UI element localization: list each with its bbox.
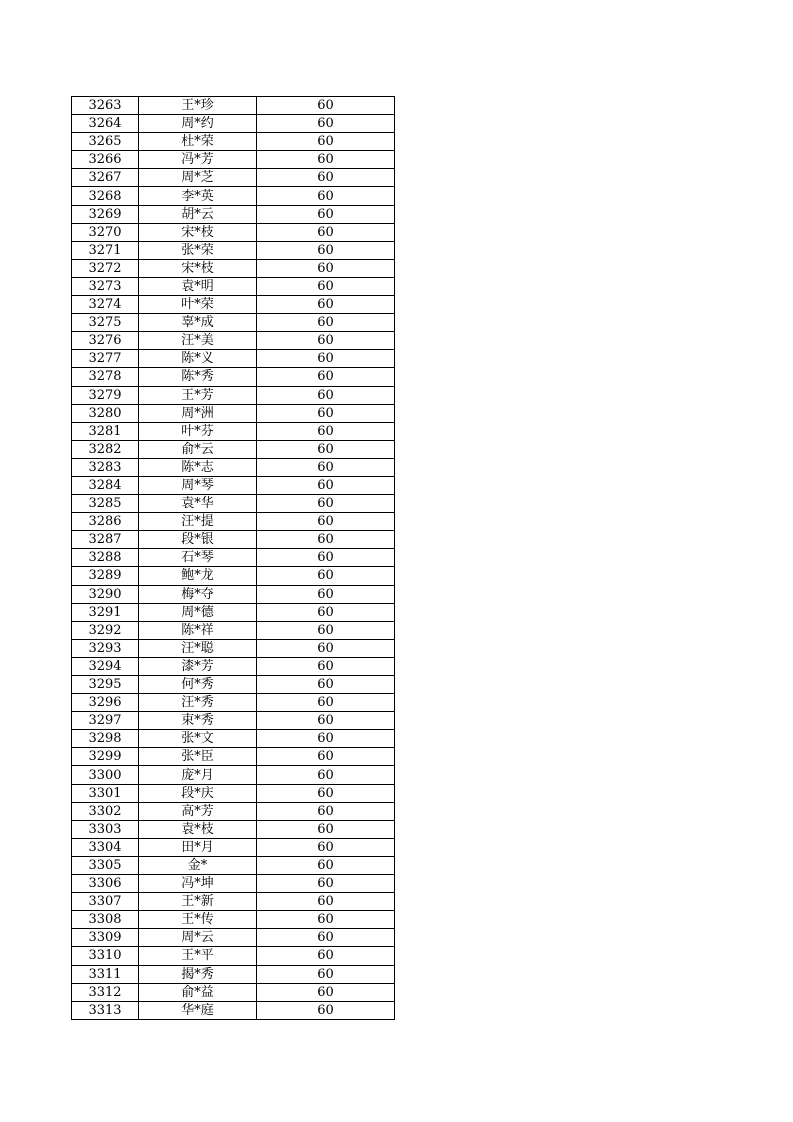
- row-id-cell: 3263: [72, 97, 139, 115]
- row-name-cell: 陈*祥: [139, 621, 257, 639]
- row-name-cell: 华*庭: [139, 1001, 257, 1019]
- table-row: [72, 223, 395, 241]
- table-row: [72, 97, 395, 115]
- row-amount-cell: 60: [257, 169, 395, 187]
- row-name-cell: 王*平: [139, 947, 257, 965]
- row-amount-cell: 60: [257, 657, 395, 675]
- table-row: [72, 875, 395, 893]
- row-amount-cell: 60: [257, 513, 395, 531]
- table-row: [72, 115, 395, 133]
- table-row: [72, 802, 395, 820]
- row-id-cell: 3301: [72, 784, 139, 802]
- row-id-cell: 3293: [72, 639, 139, 657]
- table-row: [72, 676, 395, 694]
- row-name-cell: 束*秀: [139, 712, 257, 730]
- row-id-cell: 3300: [72, 766, 139, 784]
- row-name-cell: 俞*云: [139, 440, 257, 458]
- row-id-cell: 3311: [72, 965, 139, 983]
- table-row: [72, 983, 395, 1001]
- row-amount-cell: 60: [257, 296, 395, 314]
- table-row: [72, 169, 395, 187]
- table-row: [72, 513, 395, 531]
- row-amount-cell: 60: [257, 893, 395, 911]
- row-name-cell: 王*芳: [139, 386, 257, 404]
- table-row: [72, 621, 395, 639]
- row-id-cell: 3275: [72, 314, 139, 332]
- row-id-cell: 3294: [72, 657, 139, 675]
- row-amount-cell: 60: [257, 965, 395, 983]
- table-row: [72, 1001, 395, 1019]
- row-id-cell: 3277: [72, 350, 139, 368]
- table-row: [72, 368, 395, 386]
- row-amount-cell: 60: [257, 314, 395, 332]
- table-row: [72, 784, 395, 802]
- row-id-cell: 3296: [72, 694, 139, 712]
- row-name-cell: 段*银: [139, 531, 257, 549]
- row-id-cell: 3289: [72, 567, 139, 585]
- row-id-cell: 3291: [72, 603, 139, 621]
- row-name-cell: 周*云: [139, 929, 257, 947]
- row-amount-cell: 60: [257, 151, 395, 169]
- row-amount-cell: 60: [257, 205, 395, 223]
- table-row: [72, 766, 395, 784]
- table-row: [72, 476, 395, 494]
- row-amount-cell: 60: [257, 766, 395, 784]
- data-table: [71, 96, 395, 1020]
- row-name-cell: 揭*秀: [139, 965, 257, 983]
- table-row: [72, 314, 395, 332]
- table-row: [72, 531, 395, 549]
- table-row: [72, 639, 395, 657]
- row-name-cell: 王*新: [139, 893, 257, 911]
- row-amount-cell: 60: [257, 784, 395, 802]
- row-id-cell: 3306: [72, 875, 139, 893]
- row-id-cell: 3270: [72, 223, 139, 241]
- row-amount-cell: 60: [257, 422, 395, 440]
- row-id-cell: 3292: [72, 621, 139, 639]
- row-amount-cell: 60: [257, 223, 395, 241]
- row-id-cell: 3266: [72, 151, 139, 169]
- row-name-cell: 庞*月: [139, 766, 257, 784]
- row-amount-cell: 60: [257, 676, 395, 694]
- row-name-cell: 何*秀: [139, 676, 257, 694]
- table-row: [72, 495, 395, 513]
- row-amount-cell: 60: [257, 440, 395, 458]
- row-name-cell: 梅*夺: [139, 585, 257, 603]
- table-row: [72, 386, 395, 404]
- row-name-cell: 陈*秀: [139, 368, 257, 386]
- table-row: [72, 241, 395, 259]
- row-amount-cell: 60: [257, 694, 395, 712]
- row-id-cell: 3304: [72, 838, 139, 856]
- row-id-cell: 3281: [72, 422, 139, 440]
- row-name-cell: 杜*荣: [139, 133, 257, 151]
- row-name-cell: 金*: [139, 856, 257, 874]
- row-name-cell: 张*文: [139, 730, 257, 748]
- row-name-cell: 漆*芳: [139, 657, 257, 675]
- row-amount-cell: 60: [257, 495, 395, 513]
- table-row: [72, 965, 395, 983]
- table-row: [72, 657, 395, 675]
- row-id-cell: 3298: [72, 730, 139, 748]
- row-id-cell: 3295: [72, 676, 139, 694]
- row-amount-cell: 60: [257, 97, 395, 115]
- table-row: [72, 730, 395, 748]
- row-amount-cell: 60: [257, 802, 395, 820]
- table-row: [72, 151, 395, 169]
- table-row: [72, 205, 395, 223]
- row-id-cell: 3288: [72, 549, 139, 567]
- row-name-cell: 汪*秀: [139, 694, 257, 712]
- table-row: [72, 549, 395, 567]
- row-amount-cell: 60: [257, 947, 395, 965]
- table-row: [72, 694, 395, 712]
- row-id-cell: 3290: [72, 585, 139, 603]
- row-name-cell: 鲍*龙: [139, 567, 257, 585]
- row-id-cell: 3286: [72, 513, 139, 531]
- table-row: [72, 820, 395, 838]
- row-amount-cell: 60: [257, 259, 395, 277]
- row-id-cell: 3305: [72, 856, 139, 874]
- row-id-cell: 3271: [72, 241, 139, 259]
- row-amount-cell: 60: [257, 820, 395, 838]
- row-id-cell: 3278: [72, 368, 139, 386]
- row-name-cell: 周*芝: [139, 169, 257, 187]
- table-row: [72, 911, 395, 929]
- row-amount-cell: 60: [257, 856, 395, 874]
- row-amount-cell: 60: [257, 748, 395, 766]
- table-row: [72, 458, 395, 476]
- table-row: [72, 585, 395, 603]
- row-amount-cell: 60: [257, 983, 395, 1001]
- row-id-cell: 3287: [72, 531, 139, 549]
- row-id-cell: 3312: [72, 983, 139, 1001]
- row-name-cell: 袁*华: [139, 495, 257, 513]
- row-name-cell: 汪*聪: [139, 639, 257, 657]
- row-name-cell: 宋*枝: [139, 259, 257, 277]
- table-row: [72, 440, 395, 458]
- table-row: [72, 893, 395, 911]
- table-row: [72, 838, 395, 856]
- row-amount-cell: 60: [257, 133, 395, 151]
- row-amount-cell: 60: [257, 350, 395, 368]
- row-name-cell: 李*英: [139, 187, 257, 205]
- row-amount-cell: 60: [257, 603, 395, 621]
- row-id-cell: 3284: [72, 476, 139, 494]
- row-name-cell: 汪*美: [139, 332, 257, 350]
- row-name-cell: 俞*益: [139, 983, 257, 1001]
- row-id-cell: 3307: [72, 893, 139, 911]
- row-name-cell: 周*德: [139, 603, 257, 621]
- row-id-cell: 3308: [72, 911, 139, 929]
- row-name-cell: 宋*枝: [139, 223, 257, 241]
- table-row: [72, 350, 395, 368]
- row-amount-cell: 60: [257, 241, 395, 259]
- row-id-cell: 3310: [72, 947, 139, 965]
- row-name-cell: 周*约: [139, 115, 257, 133]
- row-name-cell: 田*月: [139, 838, 257, 856]
- table-row: [72, 332, 395, 350]
- row-id-cell: 3269: [72, 205, 139, 223]
- row-amount-cell: 60: [257, 712, 395, 730]
- row-id-cell: 3272: [72, 259, 139, 277]
- row-id-cell: 3282: [72, 440, 139, 458]
- row-amount-cell: 60: [257, 567, 395, 585]
- row-id-cell: 3303: [72, 820, 139, 838]
- row-amount-cell: 60: [257, 476, 395, 494]
- row-amount-cell: 60: [257, 332, 395, 350]
- table-row: [72, 712, 395, 730]
- row-amount-cell: 60: [257, 929, 395, 947]
- row-id-cell: 3279: [72, 386, 139, 404]
- row-amount-cell: 60: [257, 115, 395, 133]
- row-name-cell: 袁*明: [139, 277, 257, 295]
- row-name-cell: 张*臣: [139, 748, 257, 766]
- row-name-cell: 石*琴: [139, 549, 257, 567]
- row-amount-cell: 60: [257, 549, 395, 567]
- table-row: [72, 567, 395, 585]
- table-row: [72, 404, 395, 422]
- row-id-cell: 3276: [72, 332, 139, 350]
- row-amount-cell: 60: [257, 639, 395, 657]
- row-id-cell: 3265: [72, 133, 139, 151]
- row-id-cell: 3264: [72, 115, 139, 133]
- row-name-cell: 袁*枝: [139, 820, 257, 838]
- row-name-cell: 段*庆: [139, 784, 257, 802]
- table-row: [72, 277, 395, 295]
- row-amount-cell: 60: [257, 838, 395, 856]
- row-id-cell: 3313: [72, 1001, 139, 1019]
- row-name-cell: 王*传: [139, 911, 257, 929]
- table-row: [72, 133, 395, 151]
- row-amount-cell: 60: [257, 404, 395, 422]
- row-name-cell: 胡*云: [139, 205, 257, 223]
- row-id-cell: 3302: [72, 802, 139, 820]
- row-name-cell: 陈*义: [139, 350, 257, 368]
- table-row: [72, 259, 395, 277]
- row-name-cell: 陈*志: [139, 458, 257, 476]
- row-name-cell: 冯*坤: [139, 875, 257, 893]
- row-name-cell: 王*珍: [139, 97, 257, 115]
- row-id-cell: 3273: [72, 277, 139, 295]
- row-id-cell: 3274: [72, 296, 139, 314]
- row-amount-cell: 60: [257, 911, 395, 929]
- row-name-cell: 辜*成: [139, 314, 257, 332]
- row-amount-cell: 60: [257, 531, 395, 549]
- row-amount-cell: 60: [257, 187, 395, 205]
- row-id-cell: 3268: [72, 187, 139, 205]
- row-name-cell: 汪*提: [139, 513, 257, 531]
- row-amount-cell: 60: [257, 1001, 395, 1019]
- row-amount-cell: 60: [257, 621, 395, 639]
- row-id-cell: 3309: [72, 929, 139, 947]
- table-row: [72, 422, 395, 440]
- row-id-cell: 3267: [72, 169, 139, 187]
- table-row: [72, 947, 395, 965]
- row-id-cell: 3297: [72, 712, 139, 730]
- row-amount-cell: 60: [257, 585, 395, 603]
- row-id-cell: 3280: [72, 404, 139, 422]
- row-name-cell: 张*荣: [139, 241, 257, 259]
- row-name-cell: 叶*荣: [139, 296, 257, 314]
- table-row: [72, 856, 395, 874]
- table-row: [72, 296, 395, 314]
- table-row: [72, 187, 395, 205]
- row-id-cell: 3285: [72, 495, 139, 513]
- row-name-cell: 周*琴: [139, 476, 257, 494]
- row-name-cell: 冯*芳: [139, 151, 257, 169]
- row-name-cell: 高*芳: [139, 802, 257, 820]
- table-row: [72, 929, 395, 947]
- row-amount-cell: 60: [257, 386, 395, 404]
- row-amount-cell: 60: [257, 368, 395, 386]
- row-amount-cell: 60: [257, 730, 395, 748]
- table-row: [72, 603, 395, 621]
- row-amount-cell: 60: [257, 277, 395, 295]
- table-row: [72, 748, 395, 766]
- table-body: [72, 97, 395, 1020]
- row-amount-cell: 60: [257, 875, 395, 893]
- row-name-cell: 叶*芬: [139, 422, 257, 440]
- row-id-cell: 3299: [72, 748, 139, 766]
- row-id-cell: 3283: [72, 458, 139, 476]
- row-amount-cell: 60: [257, 458, 395, 476]
- row-name-cell: 周*洲: [139, 404, 257, 422]
